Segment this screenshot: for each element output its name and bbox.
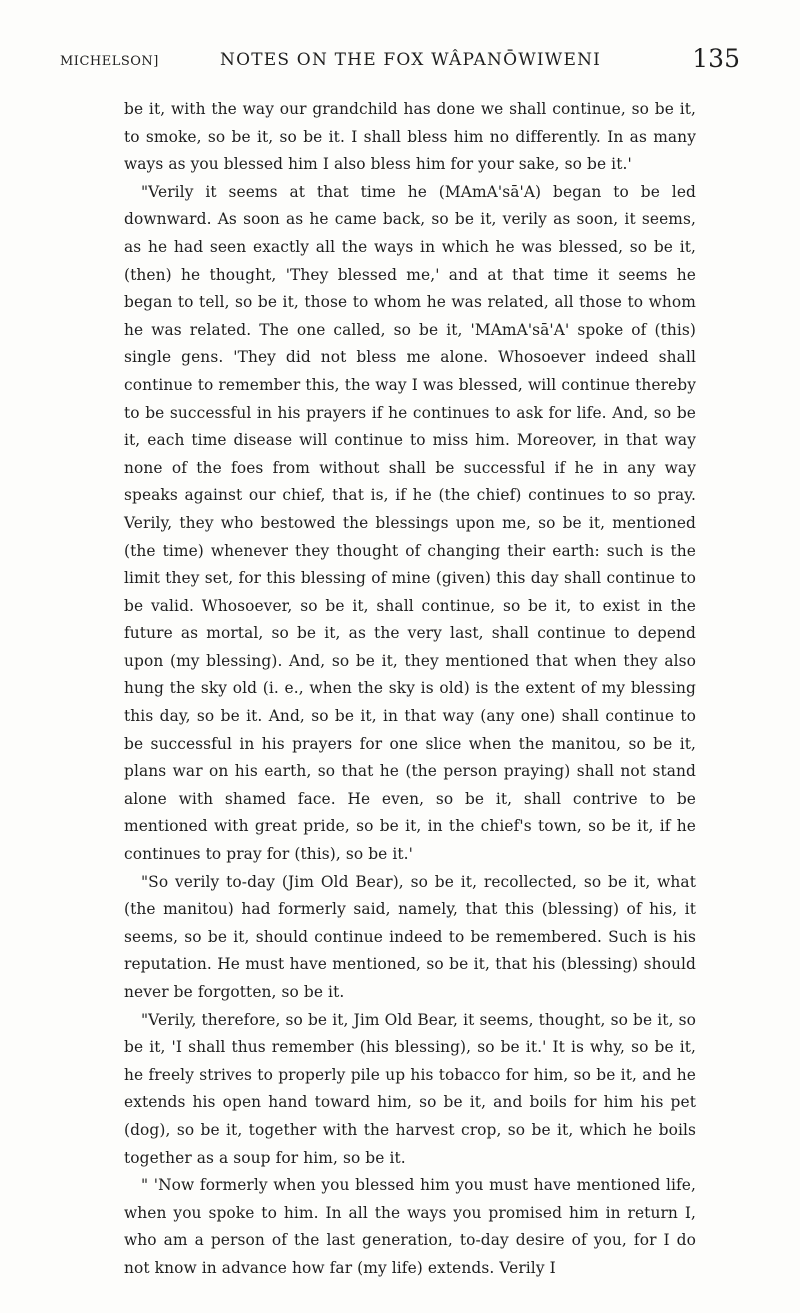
paragraph-1: be it, with the way our grandchild has done we shall continue, so be it, to smoke, so be it, so be it. I shall bless him no differently. In as many ways as you blessed him I also bless him for your sake, so be it.' bbox=[124, 100, 696, 174]
running-head bbox=[60, 44, 740, 74]
page-number: 135 bbox=[692, 44, 740, 73]
running-head-title: NOTES ON THE FOX WÂPANŌWIWENI bbox=[220, 50, 602, 70]
body-text bbox=[124, 96, 696, 1283]
paragraph-4: "Verily, therefore, so be it, Jim Old Bear, it seems, thought, so be it, so be it, 'I shall thus remember (his blessing), so be it.' It is why, so be it, he freely strives to properly pile up his tobacco for him, so be it, and he extends his open hand toward him, so be it, and boils for him his pet (dog), so be it, together with the harvest crop, so be it, which he boils together as a soup for him, so be it. bbox=[124, 1010, 696, 1167]
running-head-author: MICHELSON] bbox=[60, 54, 159, 69]
paragraph-5: " 'Now formerly when you blessed him you must have mentioned life, when you spoke to him. In all the ways you promised him in return I, who am a person of the last generation, to-day desire of you, for I do not know in advance how far (my life) extends. Verily I bbox=[124, 1176, 696, 1277]
paragraph-2: "Verily it seems at that time he (MAmA'sā'A) began to be led downward. As soon as he came back, so be it, verily as soon, it seems, as he had seen exactly all the ways in which he was blessed, so be it, (then) he thought, 'They blessed me,' and at that time it seems he began to tell, so be it, those to whom he was related, all those to whom he was related. The one called, so be it, 'MAmA'sā'A' spoke of (this) single gens. 'They did not bless me alone. Whosoever indeed shall continue to remember this, the way I was blessed, will continue thereby to be successful in his prayers if he continues to ask for life. And, so be it, each time disease will continue to miss him. Moreover, in that way none of the foes from without shall be successful if he in any way speaks against our chief, that is, if he (the chief) continues to so pray. Verily, they who bestowed the blessings upon me, so be it, mentioned (the time) whenever they thought of changing their earth: such is the limit they set, for this blessing of mine (given) this day shall continue to be valid. Whosoever, so be it, shall continue, so be it, to exist in the future as mortal, so be it, as the very last, shall continue to depend upon (my blessing). And, so be it, they mentioned that when they also hung the sky old (i. e., when the sky is old) is the extent of my blessing this day, so be it. And, so be it, in that way (any one) shall continue to be successful in his prayers for one slice when the manitou, so be it, plans war on his earth, so that he (the person praying) shall not stand alone with shamed face. He even, so be it, shall contrive to be mentioned with great pride, so be it, in the chief's town, so be it, if he continues to pray for (this), so be it.' bbox=[124, 182, 696, 864]
paragraph-3: "So verily to-day (Jim Old Bear), so be it, recollected, so be it, what (the manitou) had formerly said, namely, that this (blessing) of his, it seems, so be it, should continue indeed to be remembered. Such is his reputation. He must have mentioned, so be it, that his (blessing) should never be forgotten, so be it. bbox=[124, 872, 696, 1001]
